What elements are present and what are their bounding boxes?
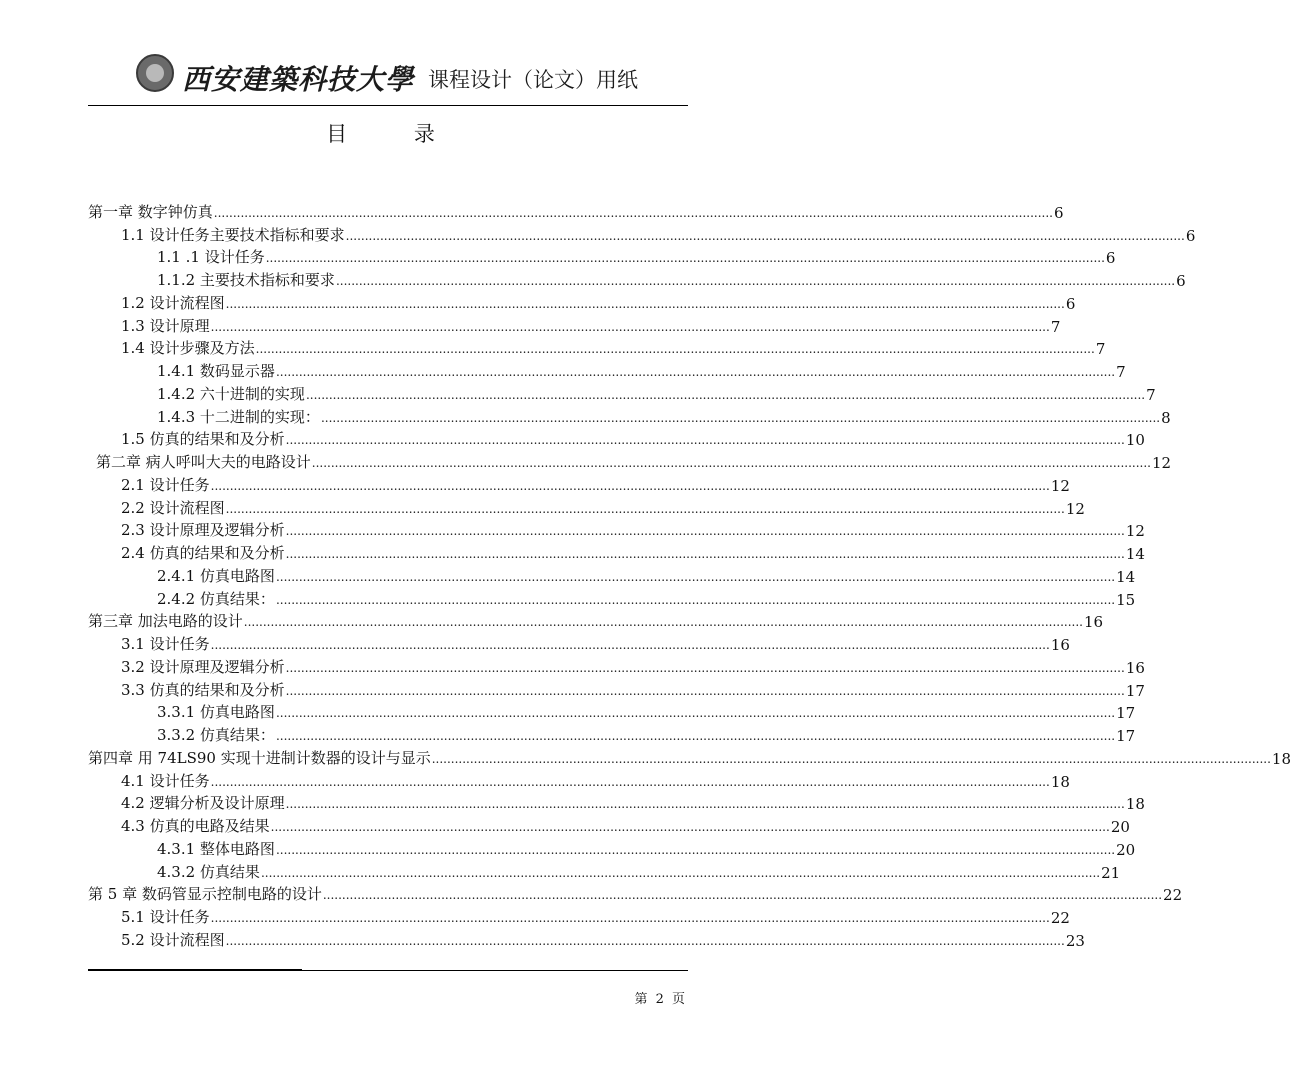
- toc-entry-title: 4.3.1 整体电路图: [157, 839, 275, 858]
- toc-entry-page: 12: [1050, 476, 1070, 495]
- toc-dot-leader: ............................................................................................................................................................................................................................: [275, 569, 1116, 584]
- toc-dot-leader: ............................................................................................................................................................................................................................: [305, 387, 1146, 402]
- toc-entry-title: 4.3.2 仿真结果: [157, 862, 260, 881]
- toc-entry: [88, 609, 1104, 632]
- toc-dot-leader: ............................................................................................................................................................................................................................: [322, 888, 1163, 903]
- toc-entry: [88, 313, 1061, 336]
- toc-entry: [88, 222, 1196, 245]
- toc-entry-page: 17: [1116, 704, 1136, 723]
- toc-entry-title: 3.3.2 仿真结果：: [157, 726, 275, 744]
- header-rule: [88, 105, 688, 106]
- toc-entry-page: 18: [1271, 749, 1291, 768]
- toc-entry: [88, 245, 1116, 268]
- toc-entry-title: 1.4.3 十二进制的实现：: [157, 407, 320, 426]
- toc-entry: [88, 495, 1085, 518]
- toc-entry-page: 20: [1110, 818, 1130, 836]
- toc-entry-title: 2.4 仿真的结果和及分析: [121, 544, 285, 562]
- toc-entry-title: 2.3 设计原理及逻辑分析: [121, 521, 285, 540]
- toc-entry: [88, 267, 1186, 290]
- toc-dot-leader: ............................................................................................................................................................................................................................: [210, 478, 1050, 493]
- toc-entry: [88, 631, 1070, 654]
- toc-entry-title: 1.4 设计步骤及方法: [121, 339, 255, 358]
- toc-entry: [88, 586, 1136, 609]
- toc-dot-leader: ............................................................................................................................................................................................................................: [275, 592, 1116, 607]
- page-number: 第 2 页: [634, 992, 685, 1007]
- toc-entry: [88, 290, 1076, 313]
- toc-entry: [88, 859, 1121, 882]
- toc-entry: [88, 722, 1136, 745]
- toc-entry-title: 2.4.1 仿真电路图: [157, 566, 275, 585]
- toc-entry-title: 5.1 设计任务: [121, 908, 210, 926]
- toc-entry: [88, 336, 1106, 359]
- toc-dot-leader: ............................................................................................................................................................................................................................: [225, 501, 1065, 516]
- toc-dot-leader: ............................................................................................................................................................................................................................: [210, 638, 1050, 652]
- toc-entry-title: 第四章 用 74LS90 实现十进制计数器的设计与显示: [88, 748, 431, 767]
- toc-entry-page: 16: [1125, 658, 1145, 677]
- toc-dot-leader: ............................................................................................................................................................................................................................: [260, 865, 1101, 880]
- toc-entry-page: 12: [1065, 499, 1085, 518]
- toc-entry-page: 14: [1125, 545, 1145, 563]
- toc-entry-page: 15: [1116, 590, 1136, 609]
- toc-entry-title: 2.1 设计任务: [121, 475, 210, 494]
- toc-entry-title: 2.2 设计流程图: [121, 498, 225, 517]
- toc-entry-title: 第三章 加法电路的设计: [88, 612, 243, 631]
- toc-dot-leader: ............................................................................................................................................................................................................................: [243, 615, 1083, 630]
- toc-entry-title: 第二章 病人呼叫大夫的电路设计: [96, 453, 311, 471]
- toc-entry: [88, 449, 1172, 472]
- toc-dot-leader: ............................................................................................................................................................................................................................: [285, 524, 1125, 539]
- toc-entry-page: 18: [1125, 795, 1145, 814]
- university-seal-icon: [136, 54, 174, 92]
- toc-entry: [88, 813, 1130, 836]
- toc-entry: [88, 427, 1145, 450]
- toc-entry: [88, 472, 1070, 495]
- toc-dot-leader: ............................................................................................................................................................................................................................: [275, 706, 1116, 721]
- toc-entry-page: 8: [1161, 408, 1171, 427]
- toc-entry: [88, 927, 1085, 950]
- toc-entry-page: 7: [1116, 363, 1126, 381]
- toc-entry: [88, 768, 1070, 791]
- toc-entry-title: 1.4.2 六十进制的实现: [157, 384, 305, 403]
- toc-entry: [88, 518, 1145, 541]
- toc-entry-title: 3.1 设计任务: [121, 635, 210, 653]
- toc-dot-leader: ............................................................................................................................................................................................................................: [285, 660, 1125, 675]
- toc-entry: [88, 381, 1156, 404]
- toc-entry-page: 7: [1146, 385, 1156, 404]
- toc-entry: [88, 199, 1064, 222]
- toc-dot-leader: ............................................................................................................................................................................................................................: [225, 933, 1065, 948]
- toc-entry: [88, 745, 1291, 768]
- toc-entry-title: 1.4.1 数码显示器: [157, 362, 275, 380]
- toc-entry-page: 12: [1125, 522, 1145, 541]
- toc-entry-page: 7: [1050, 317, 1061, 336]
- toc-dot-leader: ............................................................................................................................................................................................................................: [285, 547, 1125, 561]
- toc-dot-leader: ............................................................................................................................................................................................................................: [285, 433, 1125, 448]
- toc-entry-title: 1.1 .1 设计任务: [157, 248, 265, 267]
- toc-dot-leader: ............................................................................................................................................................................................................................: [213, 205, 1053, 220]
- toc-entry-page: 22: [1050, 909, 1070, 927]
- toc-dot-leader: ............................................................................................................................................................................................................................: [265, 251, 1105, 266]
- toc-entry-title: 4.1 设计任务: [121, 771, 210, 790]
- toc-entry: [88, 836, 1136, 859]
- toc-dot-leader: ............................................................................................................................................................................................................................: [275, 842, 1116, 857]
- toc-entry-title: 第一章 数字钟仿真: [88, 202, 213, 221]
- toc-entry-title: 1.2 设计流程图: [121, 293, 225, 312]
- toc-entry-title: 第 5 章 数码管显示控制电路的设计: [88, 885, 322, 904]
- toc-entry-page: 21: [1101, 863, 1121, 882]
- toc-entry-title: 2.4.2 仿真结果：: [157, 589, 275, 608]
- toc-dot-leader: ............................................................................................................................................................................................................................: [210, 774, 1050, 789]
- toc-entry-page: 17: [1125, 681, 1145, 700]
- toc-entry-title: 1.3 设计原理: [121, 316, 210, 335]
- toc-entry: [88, 563, 1136, 586]
- toc-entry-page: 17: [1116, 727, 1136, 745]
- toc-entry-title: 5.2 设计流程图: [121, 930, 225, 949]
- toc-entry-title: 3.3 仿真的结果和及分析: [121, 680, 285, 699]
- footer-rule: [302, 970, 688, 971]
- toc-entry-page: 16: [1083, 613, 1104, 632]
- toc-entry: [88, 654, 1145, 677]
- toc-entry-page: 23: [1065, 931, 1085, 950]
- toc-dot-leader: ............................................................................................................................................................................................................................: [345, 228, 1185, 243]
- toc-dot-leader: ............................................................................................................................................................................................................................: [255, 342, 1095, 357]
- toc-entry-page: 6: [1065, 294, 1076, 313]
- toc-entry-page: 6: [1176, 272, 1186, 290]
- toc-entry-page: 7: [1095, 340, 1106, 359]
- toc-dot-leader: ............................................................................................................................................................................................................................: [285, 797, 1125, 812]
- toc-entry-page: 16: [1050, 636, 1070, 654]
- toc-entry-title: 1.1 设计任务主要技术指标和要求: [121, 225, 345, 244]
- toc-entry-page: 12: [1151, 454, 1172, 472]
- toc-dot-leader: ............................................................................................................................................................................................................................: [335, 274, 1176, 288]
- toc-entry-title: 1.1.2 主要技术指标和要求: [157, 271, 335, 289]
- toc-dot-leader: ............................................................................................................................................................................................................................: [431, 751, 1271, 766]
- toc-entry-page: 22: [1163, 886, 1183, 905]
- toc-dot-leader: ............................................................................................................................................................................................................................: [311, 456, 1151, 470]
- toc-entry-page: 10: [1125, 431, 1145, 450]
- toc-entry: [88, 358, 1126, 381]
- toc-entry: [88, 791, 1145, 814]
- toc-entry: [88, 882, 1183, 905]
- toc-entry-title: 1.5 仿真的结果和及分析: [121, 430, 285, 449]
- table-of-contents: [88, 199, 1291, 950]
- footer-rule-thick: [88, 969, 302, 971]
- toc-entry: [88, 700, 1136, 723]
- toc-title: 目 录: [326, 122, 465, 146]
- toc-entry: [88, 677, 1145, 700]
- toc-entry-title: 4.2 逻辑分析及设计原理: [121, 794, 285, 813]
- toc-dot-leader: ............................................................................................................................................................................................................................: [275, 365, 1116, 379]
- university-name: 西安建築科技大學: [182, 63, 415, 96]
- toc-entry-page: 6: [1185, 226, 1196, 245]
- toc-entry-title: 3.2 设计原理及逻辑分析: [121, 657, 285, 676]
- toc-entry: [88, 404, 1171, 427]
- toc-dot-leader: ............................................................................................................................................................................................................................: [320, 410, 1161, 425]
- toc-dot-leader: ............................................................................................................................................................................................................................: [275, 729, 1116, 743]
- toc-dot-leader: ............................................................................................................................................................................................................................: [210, 911, 1050, 925]
- toc-entry-page: 14: [1116, 567, 1136, 586]
- toc-dot-leader: ............................................................................................................................................................................................................................: [225, 296, 1065, 311]
- toc-entry: [88, 540, 1145, 563]
- toc-dot-leader: ............................................................................................................................................................................................................................: [270, 820, 1110, 834]
- page-header: [88, 52, 688, 102]
- toc-entry-page: 6: [1053, 203, 1064, 222]
- toc-entry: [88, 904, 1070, 927]
- toc-dot-leader: ............................................................................................................................................................................................................................: [210, 319, 1050, 334]
- paper-label: 课程设计（论文）用纸: [428, 68, 638, 92]
- toc-entry-title: 3.3.1 仿真电路图: [157, 703, 275, 722]
- toc-entry-page: 18: [1050, 772, 1070, 791]
- toc-entry-title: 4.3 仿真的电路及结果: [121, 817, 270, 835]
- toc-entry-page: 20: [1116, 840, 1136, 859]
- toc-dot-leader: ............................................................................................................................................................................................................................: [285, 683, 1125, 698]
- toc-entry-page: 6: [1105, 249, 1116, 268]
